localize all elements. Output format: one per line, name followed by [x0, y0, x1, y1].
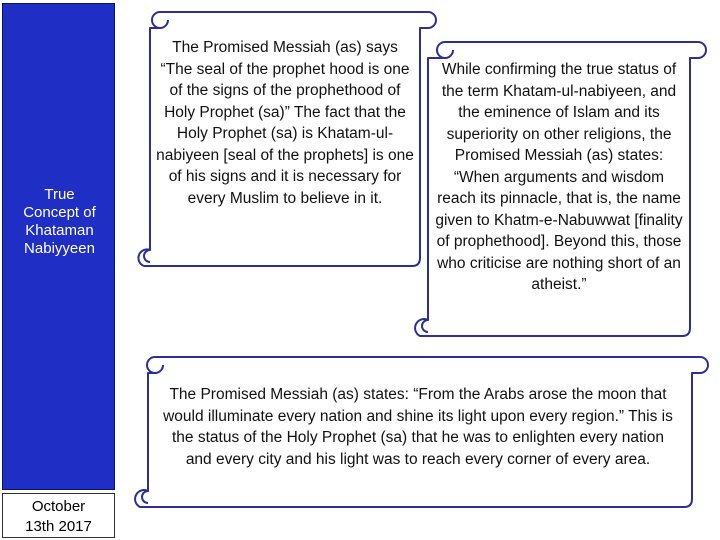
scroll-3-text: The Promised Messiah (as) states: “From the Arabs arose the moon that would illuminate every nation and shine its light upon every region.” This is the status of the Holy Prophet (sa) that he was to enlighten every nation and every city and his light was to reach every corner of every area. — [163, 386, 673, 468]
scroll-1-text: The Promised Messiah (as) says “The seal of the prophet hood is one of the signs of the prophethood of Holy Prophet (sa)” The fact that the Holy Prophet (sa) is Khatam-ul-nabiyeen [seal of the prophets] is one of his signs and it is necessary for every Muslim to believe in it. — [156, 39, 414, 207]
scroll-2-text: While confirming the true status of the term Khatam-ul-nabiyeen, and the eminence of Islam and its superiority on other religions, the Promised Messiah (as) states: “When arguments and wisdom reach its pinnacle, that is, the name given to Khatm-e-Nabuwwat [finality of prophethood]. Beyond this, those who criticise are nothing short of an atheist.” — [435, 61, 683, 293]
section-title: True Concept of Khataman Nabiyyeen — [23, 186, 96, 257]
date-box: October 13th 2017 — [2, 493, 115, 538]
